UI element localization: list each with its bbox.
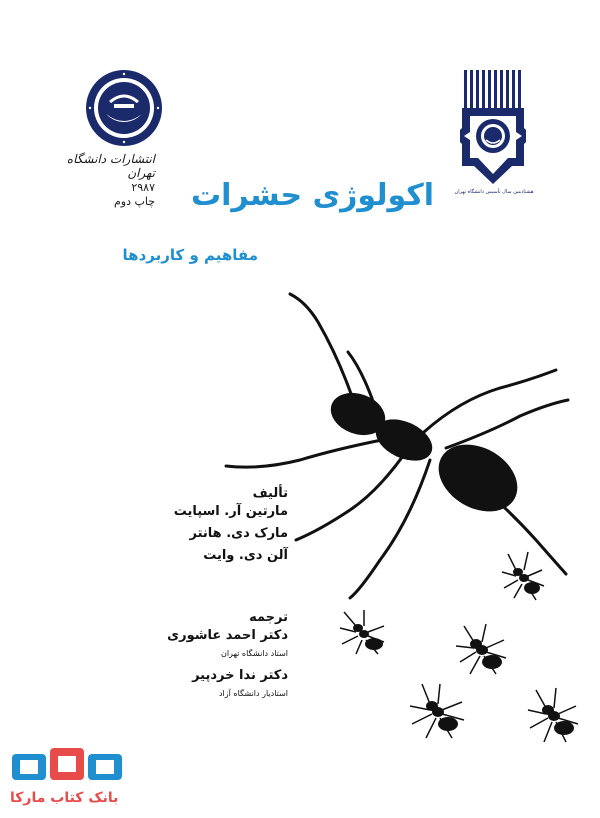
authors-heading: تألیف [252,486,288,501]
book-title: اکولوژی حشرات [190,178,434,213]
author-name: آلن دی. وایت [203,548,288,563]
translator-name: دکتر ندا خردپیر [192,668,288,683]
large-ant-icon [226,294,568,598]
marka-logo-icon [12,748,124,784]
small-ant-icon [340,610,384,654]
anniversary-caption: هشتادمین سال تأسیس دانشگاه تهران [454,189,534,195]
publication-number: ۲۹۸۷ [131,181,155,194]
small-ant-icon [528,688,578,742]
translators-heading: ترجمه [249,610,288,625]
translator-name: دکتر احمد عاشوری [167,628,288,643]
author-name: مارک دی. هانتر [189,526,288,541]
brand-watermark-text: بانک کتاب مارکا [10,790,119,806]
publisher-name: انتشارات دانشگاه تهران [66,152,155,180]
small-ant-icon [410,684,464,738]
small-ant-icon [456,624,506,674]
author-name: مارتین آر. اسپایت [173,504,288,519]
book-subtitle: مفاهیم و کاربردها [122,246,258,264]
edition-label: چاپ دوم [113,195,155,208]
translator-affiliation: استادیار دانشگاه آزاد [218,689,288,698]
translator-affiliation: استاد دانشگاه تهران [220,649,288,658]
small-ant-icon [502,552,544,600]
